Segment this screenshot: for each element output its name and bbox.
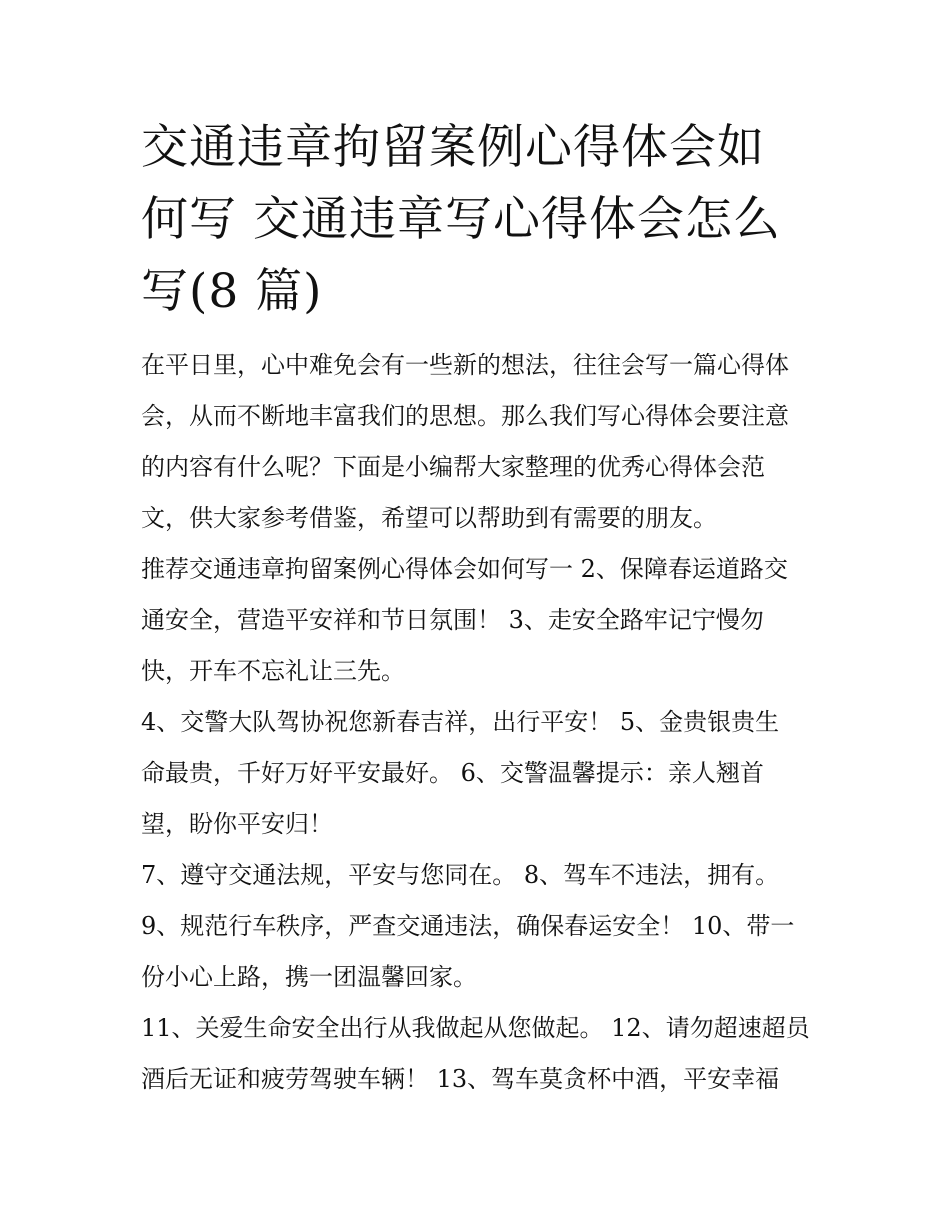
- paragraph-slogans-2: 4、交警大队驾协祝您新春吉祥，出行平安！ 5、金贵银贵生 命最贵，千好万好平安最好。 6、交警温馨提示：亲人翘首 望，盼你平安归！: [141, 708, 780, 838]
- paragraph-slogans-3: 7、遵守交通法规，平安与您同在。 8、驾车不违法，拥有。: [141, 861, 780, 889]
- document-title: 交通违章拘留案例心得体会如 何写 交通违章写心得体会怎么 写(8 篇): [141, 120, 781, 319]
- paragraph-slogans-1: 推荐交通违章拘留案例心得体会如何写一 2、保障春运道路交 通安全，营造平安祥和节日氛围！ 3、走安全路牢记宁慢勿 快，开车不忘礼让三先。: [141, 555, 788, 685]
- document-page: [141, 112, 821, 1105]
- paragraph-intro: 在平日里，心中难免会有一些新的想法，往往会写一篇心得体 会，从而不断地丰富我们的思想。那么我们写心得体会要注意 的内容有什么呢？下面是小编帮大家整理的优秀心得体会范 文，供大家参考借鉴，希望可以帮助到有需要的朋友。: [141, 351, 789, 532]
- document-body: [141, 340, 821, 1105]
- paragraph-slogans-5: 11、关爱生命安全出行从我做起从您做起。 12、请勿超速超员 酒后无证和疲劳驾驶车辆！ 13、驾车莫贪杯中酒，平安幸福: [141, 1014, 810, 1093]
- paragraph-slogans-4: 9、规范行车秩序，严查交通违法，确保春运安全！ 10、带一 份小心上路，携一团温馨回家。: [141, 912, 795, 991]
